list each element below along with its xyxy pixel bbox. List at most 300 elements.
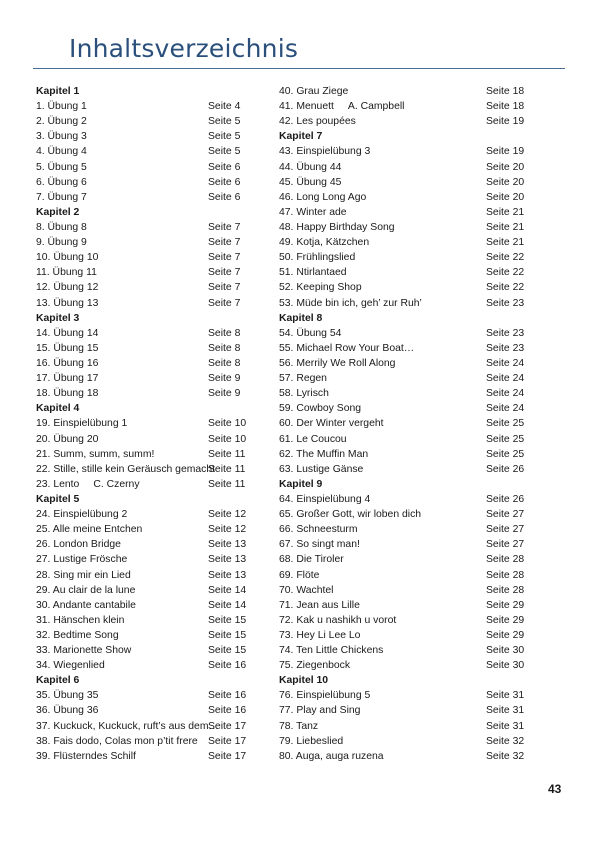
entry-title-text: 70. Wachtel bbox=[279, 584, 334, 596]
toc-right-column bbox=[279, 84, 525, 764]
page-title: Inhaltsverzeichnis bbox=[69, 34, 299, 63]
entry-title bbox=[279, 658, 350, 673]
entry-title bbox=[36, 175, 87, 190]
entry-title bbox=[279, 265, 347, 280]
entry-page: Seite 21 bbox=[486, 206, 525, 218]
entry-title-text: 62. The Muffin Man bbox=[279, 448, 369, 460]
toc-entry bbox=[279, 749, 525, 764]
entry-title bbox=[279, 749, 384, 764]
entry-title-text: 33. Marionette Show bbox=[36, 645, 132, 657]
toc-entry bbox=[279, 416, 525, 431]
toc-entry bbox=[36, 598, 276, 613]
entry-title bbox=[279, 175, 341, 190]
toc-entry bbox=[279, 432, 525, 447]
toc-entry bbox=[279, 734, 525, 749]
entry-page: Seite 11 bbox=[208, 463, 246, 475]
toc-entry bbox=[36, 628, 276, 643]
entry-title bbox=[279, 356, 395, 371]
entry-page: Seite 32 bbox=[486, 735, 525, 747]
entry-title-text: 66. Schneesturm bbox=[279, 524, 358, 536]
entry-title bbox=[36, 598, 136, 613]
chapter-heading: Kapitel 7 bbox=[279, 131, 323, 143]
entry-title-text: 18. Übung 18 bbox=[36, 388, 99, 400]
title-divider bbox=[33, 68, 565, 69]
entry-page: Seite 4 bbox=[208, 101, 241, 113]
entry-page: Seite 29 bbox=[486, 614, 525, 626]
entry-page: Seite 10 bbox=[208, 418, 247, 430]
entry-title-text: 49. Kotja, Kätzchen bbox=[279, 237, 370, 249]
toc-entry bbox=[36, 144, 276, 159]
entry-title-text: 22. Stille, stille kein Geräusch gemacht bbox=[36, 463, 216, 475]
entry-title-text: 8. Übung 8 bbox=[36, 221, 87, 233]
toc-entry bbox=[36, 583, 276, 598]
entry-page: Seite 31 bbox=[486, 705, 525, 717]
toc-entry bbox=[36, 749, 276, 764]
entry-title bbox=[279, 598, 360, 613]
toc-entry bbox=[279, 401, 525, 416]
entry-title bbox=[36, 643, 131, 658]
entry-title bbox=[279, 613, 396, 628]
entry-composer: C. Czerny bbox=[93, 478, 140, 490]
entry-title-text: 77. Play and Sing bbox=[279, 705, 361, 717]
entry-page: Seite 20 bbox=[486, 161, 525, 173]
entry-page: Seite 29 bbox=[486, 629, 525, 641]
entry-title bbox=[36, 235, 87, 250]
entry-title bbox=[279, 99, 405, 114]
entry-title-text: 55. Michael Row Your Boat… bbox=[279, 342, 415, 354]
entry-page: Seite 22 bbox=[486, 282, 525, 294]
toc-entry bbox=[279, 280, 525, 295]
entry-title bbox=[36, 341, 98, 356]
entry-page: Seite 12 bbox=[208, 524, 247, 536]
entry-title-text: 35. Übung 35 bbox=[36, 690, 99, 702]
entry-title bbox=[279, 688, 370, 703]
entry-title bbox=[36, 507, 127, 522]
entry-page: Seite 28 bbox=[486, 554, 525, 566]
entry-title-text: 32. Bedtime Song bbox=[36, 629, 119, 641]
chapter-heading: Kapitel 3 bbox=[36, 312, 80, 324]
entry-title bbox=[279, 432, 347, 447]
entry-title bbox=[279, 160, 341, 175]
toc-entry bbox=[279, 703, 525, 718]
toc-entry bbox=[279, 643, 525, 658]
entry-title-text: 78. Tanz bbox=[279, 720, 319, 732]
entry-page: Seite 25 bbox=[486, 448, 525, 460]
entry-title-text: 44. Übung 44 bbox=[279, 161, 342, 173]
entry-title bbox=[36, 734, 198, 749]
toc-entry bbox=[279, 341, 525, 356]
entry-title-text: 60. Der Winter vergeht bbox=[279, 418, 384, 430]
entry-title bbox=[36, 326, 98, 341]
entry-page: Seite 29 bbox=[486, 599, 525, 611]
toc-entry bbox=[36, 190, 276, 205]
chapter-heading: Kapitel 9 bbox=[279, 478, 323, 490]
entry-title bbox=[36, 190, 87, 205]
entry-page: Seite 23 bbox=[486, 327, 525, 339]
entry-title-text: 58. Lyrisch bbox=[279, 388, 329, 400]
toc-entry bbox=[279, 583, 525, 598]
entry-title-text: 68. Die Tiroler bbox=[279, 554, 344, 566]
entry-title bbox=[36, 250, 98, 265]
entry-title bbox=[36, 688, 98, 703]
entry-page: Seite 6 bbox=[208, 176, 241, 188]
entry-title-text: 20. Übung 20 bbox=[36, 433, 99, 445]
toc-entry bbox=[36, 734, 276, 749]
entry-title-text: 39. Flüsterndes Schilf bbox=[36, 750, 136, 762]
entry-page: Seite 15 bbox=[208, 645, 247, 657]
entry-title bbox=[279, 416, 384, 431]
entry-title bbox=[36, 265, 97, 280]
entry-title bbox=[279, 84, 348, 99]
chapter-heading: Kapitel 5 bbox=[36, 493, 80, 505]
entry-title-text: 80. Auga, auga ruzena bbox=[279, 750, 384, 762]
entry-page: Seite 18 bbox=[486, 101, 525, 113]
entry-page: Seite 17 bbox=[208, 750, 247, 762]
entry-page: Seite 14 bbox=[208, 599, 247, 611]
entry-title-text: 47. Winter ade bbox=[279, 206, 347, 218]
toc-entry bbox=[279, 371, 525, 386]
entry-page: Seite 18 bbox=[486, 86, 525, 97]
entry-page: Seite 8 bbox=[208, 327, 241, 339]
toc-entry bbox=[36, 416, 276, 431]
toc-entry bbox=[36, 265, 276, 280]
entry-title-text: 40. Grau Ziege bbox=[279, 86, 349, 97]
entry-title bbox=[36, 371, 98, 386]
entry-page: Seite 5 bbox=[208, 146, 241, 158]
entry-title-text: 15. Übung 15 bbox=[36, 342, 99, 354]
entry-title-text: 26. London Bridge bbox=[36, 539, 121, 551]
entry-title-text: 9. Übung 9 bbox=[36, 237, 87, 249]
entry-page: Seite 5 bbox=[208, 116, 241, 128]
entry-title bbox=[36, 416, 127, 431]
entry-page: Seite 20 bbox=[486, 191, 525, 203]
toc-entry bbox=[279, 265, 525, 280]
entry-title-text: 12. Übung 12 bbox=[36, 282, 99, 294]
entry-page: Seite 19 bbox=[486, 146, 525, 158]
entry-title-text: 34. Wiegenlied bbox=[36, 660, 105, 672]
entry-page: Seite 10 bbox=[208, 433, 247, 445]
toc-entry bbox=[279, 205, 525, 220]
entry-page: Seite 24 bbox=[486, 373, 525, 385]
toc-entry bbox=[36, 114, 276, 129]
entry-title-text: 64. Einspielübung 4 bbox=[279, 493, 371, 505]
toc-entry bbox=[279, 507, 525, 522]
entry-page: Seite 31 bbox=[486, 690, 525, 702]
entry-title bbox=[279, 326, 341, 341]
entry-title bbox=[36, 552, 127, 567]
entry-title-text: 54. Übung 54 bbox=[279, 327, 342, 339]
entry-title-text: 42. Les poupées bbox=[279, 116, 356, 128]
entry-title-text: 46. Long Long Ago bbox=[279, 191, 367, 203]
entry-title bbox=[279, 462, 363, 477]
entry-title-text: 24. Einspielübung 2 bbox=[36, 509, 128, 521]
toc-entry bbox=[279, 568, 525, 583]
entry-page: Seite 13 bbox=[208, 539, 247, 551]
toc-entry bbox=[36, 613, 276, 628]
toc-entry bbox=[36, 280, 276, 295]
entry-title bbox=[36, 296, 98, 311]
entry-title bbox=[36, 432, 98, 447]
toc-entry bbox=[36, 703, 276, 718]
entry-page: Seite 7 bbox=[208, 282, 241, 294]
toc-entry bbox=[36, 326, 276, 341]
entry-title-text: 72. Kak u nashikh u vorot bbox=[279, 614, 397, 626]
entry-title-text: 17. Übung 17 bbox=[36, 373, 99, 385]
entry-title-text: 4. Übung 4 bbox=[36, 146, 87, 158]
entry-title bbox=[279, 447, 368, 462]
entry-page: Seite 14 bbox=[208, 584, 247, 596]
entry-page: Seite 12 bbox=[208, 509, 247, 521]
toc-entry bbox=[279, 522, 525, 537]
entry-title-text: 31. Hänschen klein bbox=[36, 614, 125, 626]
toc-entry bbox=[279, 250, 525, 265]
entry-title bbox=[36, 583, 135, 598]
entry-title-text: 74. Ten Little Chickens bbox=[279, 645, 384, 657]
toc-entry bbox=[36, 688, 276, 703]
entry-title bbox=[279, 643, 383, 658]
toc-entry bbox=[36, 371, 276, 386]
chapter-heading: Kapitel 10 bbox=[279, 675, 329, 687]
entry-title-text: 45. Übung 45 bbox=[279, 176, 342, 188]
entry-title-text: 16. Übung 16 bbox=[36, 357, 99, 369]
toc-entry bbox=[36, 658, 276, 673]
toc-entry bbox=[279, 719, 525, 734]
toc-entry bbox=[279, 386, 525, 401]
toc-entry bbox=[36, 250, 276, 265]
toc-entry bbox=[36, 99, 276, 114]
toc-entry bbox=[36, 522, 276, 537]
toc-entry bbox=[279, 628, 525, 643]
entry-page: Seite 11 bbox=[208, 478, 246, 490]
entry-title bbox=[279, 386, 329, 401]
entry-title-text: 37. Kuckuck, Kuckuck, ruft’s aus dem… bbox=[36, 720, 219, 732]
entry-page: Seite 24 bbox=[486, 403, 525, 415]
entry-title-text: 59. Cowboy Song bbox=[279, 403, 362, 415]
entry-page: Seite 5 bbox=[208, 131, 241, 143]
entry-title bbox=[279, 552, 344, 567]
entry-page: Seite 7 bbox=[208, 252, 241, 264]
entry-title-text: 56. Merrily We Roll Along bbox=[279, 357, 396, 369]
entry-title bbox=[36, 537, 121, 552]
entry-title-text: 23. Lento bbox=[36, 478, 80, 490]
entry-title bbox=[36, 749, 136, 764]
toc-entry bbox=[36, 462, 276, 477]
entry-title-text: 5. Übung 5 bbox=[36, 161, 87, 173]
toc-entry bbox=[279, 613, 525, 628]
toc-entry bbox=[279, 552, 525, 567]
entry-title bbox=[36, 568, 131, 583]
entry-title bbox=[279, 628, 360, 643]
chapter-heading: Kapitel 6 bbox=[36, 675, 80, 687]
entry-title bbox=[36, 703, 98, 718]
toc-left-column bbox=[36, 84, 276, 764]
toc-entry bbox=[36, 220, 276, 235]
page-number: 43 bbox=[548, 782, 562, 796]
toc-entry bbox=[36, 341, 276, 356]
entry-page: Seite 6 bbox=[208, 191, 241, 203]
entry-title bbox=[279, 583, 333, 598]
toc-entry bbox=[36, 129, 276, 144]
entry-title bbox=[279, 568, 319, 583]
entry-title-text: 51. Ntirlantaed bbox=[279, 267, 347, 279]
toc-entry bbox=[36, 537, 276, 552]
entry-page: Seite 8 bbox=[208, 357, 241, 369]
entry-title-text: 50. Frühlingslied bbox=[279, 252, 356, 264]
entry-title bbox=[36, 447, 154, 462]
entry-title bbox=[36, 129, 87, 144]
entry-page: Seite 9 bbox=[208, 388, 241, 400]
entry-title bbox=[36, 613, 124, 628]
entry-title bbox=[36, 386, 98, 401]
entry-page: Seite 16 bbox=[208, 690, 247, 702]
entry-title-text: 65. Großer Gott, wir loben dich bbox=[279, 509, 422, 521]
entry-title-text: 2. Übung 2 bbox=[36, 116, 87, 128]
toc-entry bbox=[36, 160, 276, 175]
entry-title-text: 53. Müde bin ich, geh’ zur Ruh’ bbox=[279, 297, 422, 309]
entry-page: Seite 27 bbox=[486, 509, 525, 521]
entry-title bbox=[279, 507, 421, 522]
entry-title-text: 48. Happy Birthday Song bbox=[279, 221, 395, 233]
entry-title-text: 61. Le Coucou bbox=[279, 433, 347, 445]
entry-title-text: 6. Übung 6 bbox=[36, 176, 87, 188]
entry-title-text: 38. Fais dodo, Colas mon p’tit frere bbox=[36, 735, 198, 747]
entry-page: Seite 22 bbox=[486, 252, 525, 264]
entry-title-text: 27. Lustige Frösche bbox=[36, 554, 128, 566]
entry-title bbox=[279, 114, 356, 129]
toc-entry bbox=[279, 296, 525, 311]
entry-title bbox=[36, 99, 87, 114]
toc-entry bbox=[279, 144, 525, 159]
toc-entry bbox=[279, 175, 525, 190]
entry-page: Seite 22 bbox=[486, 267, 525, 279]
entry-title-text: 52. Keeping Shop bbox=[279, 282, 362, 294]
entry-title bbox=[279, 280, 362, 295]
entry-page: Seite 21 bbox=[486, 221, 525, 233]
entry-page: Seite 26 bbox=[486, 493, 525, 505]
entry-page: Seite 30 bbox=[486, 645, 525, 657]
toc-entry bbox=[279, 492, 525, 507]
toc-entry bbox=[279, 658, 525, 673]
toc-entry bbox=[279, 326, 525, 341]
entry-title bbox=[36, 628, 119, 643]
entry-title bbox=[279, 205, 347, 220]
entry-page: Seite 25 bbox=[486, 418, 525, 430]
entry-page: Seite 7 bbox=[208, 221, 241, 233]
entry-title-text: 43. Einspielübung 3 bbox=[279, 146, 371, 158]
entry-title bbox=[279, 401, 361, 416]
entry-title bbox=[36, 462, 215, 477]
entry-title bbox=[279, 371, 327, 386]
entry-title bbox=[36, 160, 87, 175]
toc-entry bbox=[279, 537, 525, 552]
toc-entry bbox=[36, 356, 276, 371]
entry-title bbox=[279, 492, 370, 507]
entry-title-text: 30. Andante cantabile bbox=[36, 599, 136, 611]
entry-title bbox=[279, 190, 366, 205]
toc-entry bbox=[36, 719, 276, 734]
entry-title bbox=[279, 220, 395, 235]
entry-title-text: 11. Übung 11 bbox=[36, 267, 97, 279]
entry-title bbox=[36, 477, 140, 492]
toc-entry bbox=[36, 643, 276, 658]
entry-title bbox=[36, 220, 87, 235]
entry-page: Seite 17 bbox=[208, 720, 247, 732]
entry-page: Seite 16 bbox=[208, 705, 247, 717]
toc-entry bbox=[279, 114, 525, 129]
entry-page: Seite 8 bbox=[208, 342, 241, 354]
entry-page: Seite 21 bbox=[486, 237, 525, 249]
entry-title bbox=[36, 114, 87, 129]
entry-page: Seite 16 bbox=[208, 660, 247, 672]
entry-title-text: 28. Sing mir ein Lied bbox=[36, 569, 131, 581]
toc-entry bbox=[36, 477, 276, 492]
entry-title-text: 75. Ziegenbock bbox=[279, 660, 351, 672]
entry-title bbox=[279, 522, 358, 537]
toc-entry bbox=[36, 568, 276, 583]
entry-page: Seite 27 bbox=[486, 539, 525, 551]
toc-entry bbox=[36, 507, 276, 522]
entry-title bbox=[279, 235, 369, 250]
entry-page: Seite 11 bbox=[208, 448, 246, 460]
toc-entry bbox=[279, 160, 525, 175]
entry-page: Seite 7 bbox=[208, 237, 241, 249]
entry-page: Seite 28 bbox=[486, 569, 525, 581]
entry-title-text: 7. Übung 7 bbox=[36, 191, 87, 203]
toc-entry bbox=[36, 432, 276, 447]
entry-page: Seite 24 bbox=[486, 357, 525, 369]
entry-composer: A. Campbell bbox=[347, 101, 405, 113]
entry-title-text: 67. So singt man! bbox=[279, 539, 360, 551]
toc-entry bbox=[36, 235, 276, 250]
toc-entry bbox=[279, 99, 525, 114]
entry-title bbox=[36, 356, 98, 371]
toc-entry bbox=[279, 84, 525, 99]
chapter-heading: Kapitel 4 bbox=[36, 403, 80, 415]
entry-page: Seite 6 bbox=[208, 161, 241, 173]
entry-page: Seite 15 bbox=[208, 614, 247, 626]
toc-entry bbox=[279, 190, 525, 205]
entry-title-text: 19. Einspielübung 1 bbox=[36, 418, 128, 430]
entry-page: Seite 13 bbox=[208, 569, 247, 581]
entry-title-text: 10. Übung 10 bbox=[36, 252, 99, 264]
chapter-heading: Kapitel 1 bbox=[36, 86, 80, 97]
entry-page: Seite 9 bbox=[208, 373, 241, 385]
entry-title bbox=[279, 734, 343, 749]
toc-entry bbox=[279, 356, 525, 371]
entry-page: Seite 32 bbox=[486, 750, 525, 762]
entry-page: Seite 23 bbox=[486, 342, 525, 354]
toc-entry bbox=[279, 235, 525, 250]
toc-entry bbox=[36, 386, 276, 401]
entry-page: Seite 24 bbox=[486, 388, 525, 400]
entry-page: Seite 30 bbox=[486, 660, 525, 672]
toc-entry bbox=[36, 552, 276, 567]
entry-title-text: 25. Alle meine Entchen bbox=[36, 524, 143, 536]
entry-title-text: 41. Menuett bbox=[279, 101, 334, 113]
entry-title-text: 79. Liebeslied bbox=[279, 735, 344, 747]
entry-page: Seite 13 bbox=[208, 554, 247, 566]
entry-title-text: 63. Lustige Gänse bbox=[279, 463, 364, 475]
entry-title-text: 29. Au clair de la lune bbox=[36, 584, 136, 596]
entry-title bbox=[279, 250, 355, 265]
toc-entry bbox=[279, 220, 525, 235]
entry-title bbox=[36, 719, 219, 734]
chapter-heading: Kapitel 2 bbox=[36, 206, 80, 218]
entry-title-text: 76. Einspielübung 5 bbox=[279, 690, 371, 702]
entry-title bbox=[36, 658, 105, 673]
entry-title-text: 13. Übung 13 bbox=[36, 297, 99, 309]
toc-entry bbox=[279, 688, 525, 703]
